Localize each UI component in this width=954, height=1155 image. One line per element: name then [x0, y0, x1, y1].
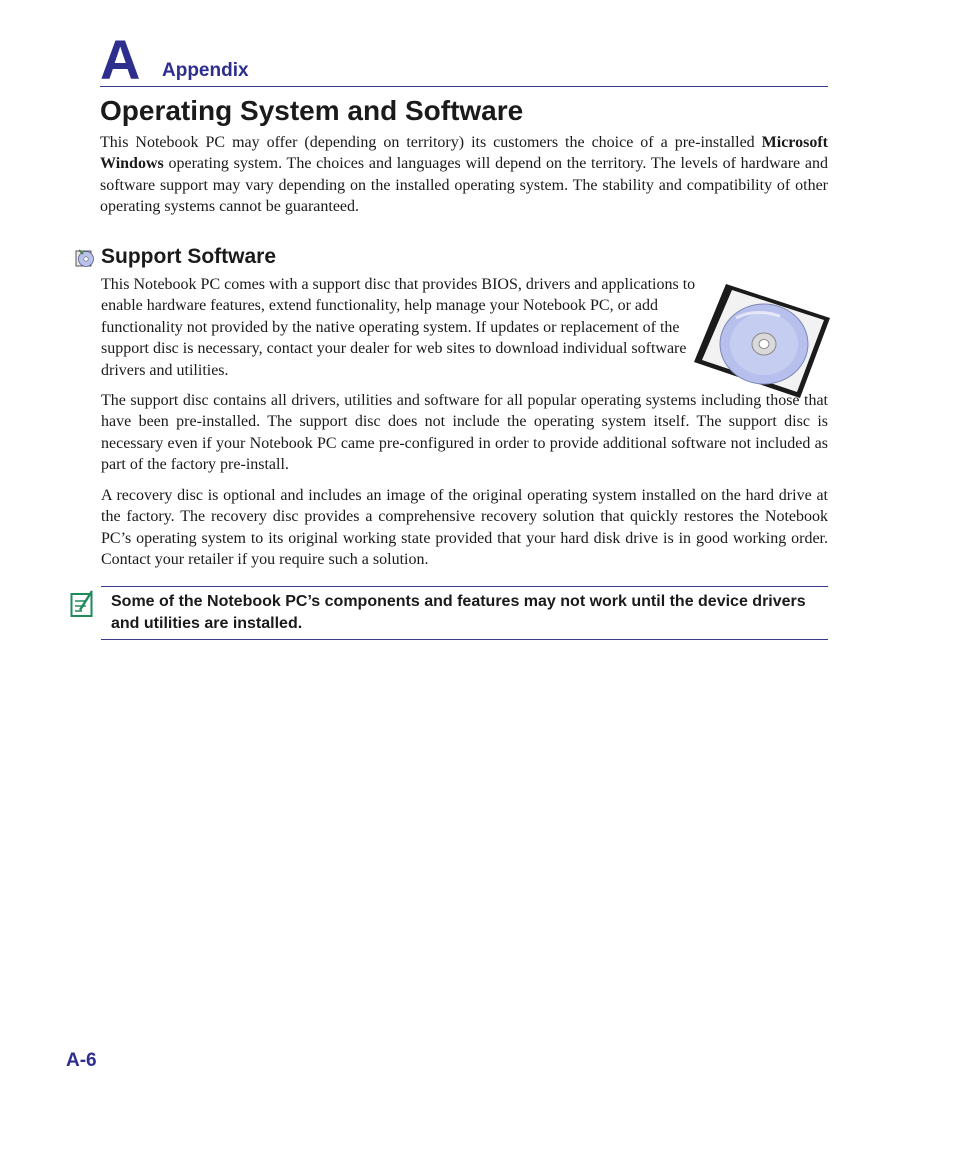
section-paragraph-3: A recovery disc is optional and includes an image of the original operating system installed on the hard drive at the factory. The recovery disc provides a comprehensive recovery solution that quickly restores the Notebook PC’s operating system to its original working state provided that your hard disk drive is in good working order. Contact your retailer if you require such a solution. — [101, 487, 828, 569]
note-box — [101, 586, 828, 640]
section-paragraph-1: This Notebook PC comes with a support disc that provides BIOS, drivers and applications to enable hardware features, extend functionality, help manage your Notebook PC, or add functionality not provided by the native operating system. If updates or replacement of the support disc is necessary, contact your dealer for web sites to download individual software drivers and utilities. — [101, 276, 696, 379]
section-title: Support Software — [101, 245, 277, 268]
intro-text-1: This Notebook PC may offer (depending on territory) its customers the choice of a pre-installed — [100, 134, 762, 151]
chapter-letter: A — [100, 28, 141, 91]
intro-text-2: operating system. The choices and languages will depend on the territory. The levels of hardware and software support may vary depending on the installed operating system. The stability and compatibility of other operating systems cannot be guaranteed. — [100, 155, 828, 216]
note-text: Some of the Notebook PC’s components and features may not work until the device drivers and utilities are installed. — [111, 593, 806, 632]
chapter-title: Appendix — [162, 60, 249, 81]
note-icon — [70, 590, 96, 618]
intro-bold-text: Microsoft Windows — [100, 134, 828, 173]
page-title: Operating System and Software — [100, 95, 524, 126]
section-paragraph-2: The support disc contains all drivers, utilities and software for all popular operating systems including those that have been pre-installed. The support disc does not include the operating system itself. The support disc is necessary even if your Notebook PC came pre-configured in order to provide additional software not included as part of the factory pre-install. — [101, 392, 828, 474]
page-number: A-6 — [66, 1050, 97, 1071]
intro-paragraph — [100, 132, 828, 218]
chapter-header — [100, 28, 828, 91]
disc-icon — [75, 248, 95, 268]
cd-case-image — [692, 282, 832, 400]
